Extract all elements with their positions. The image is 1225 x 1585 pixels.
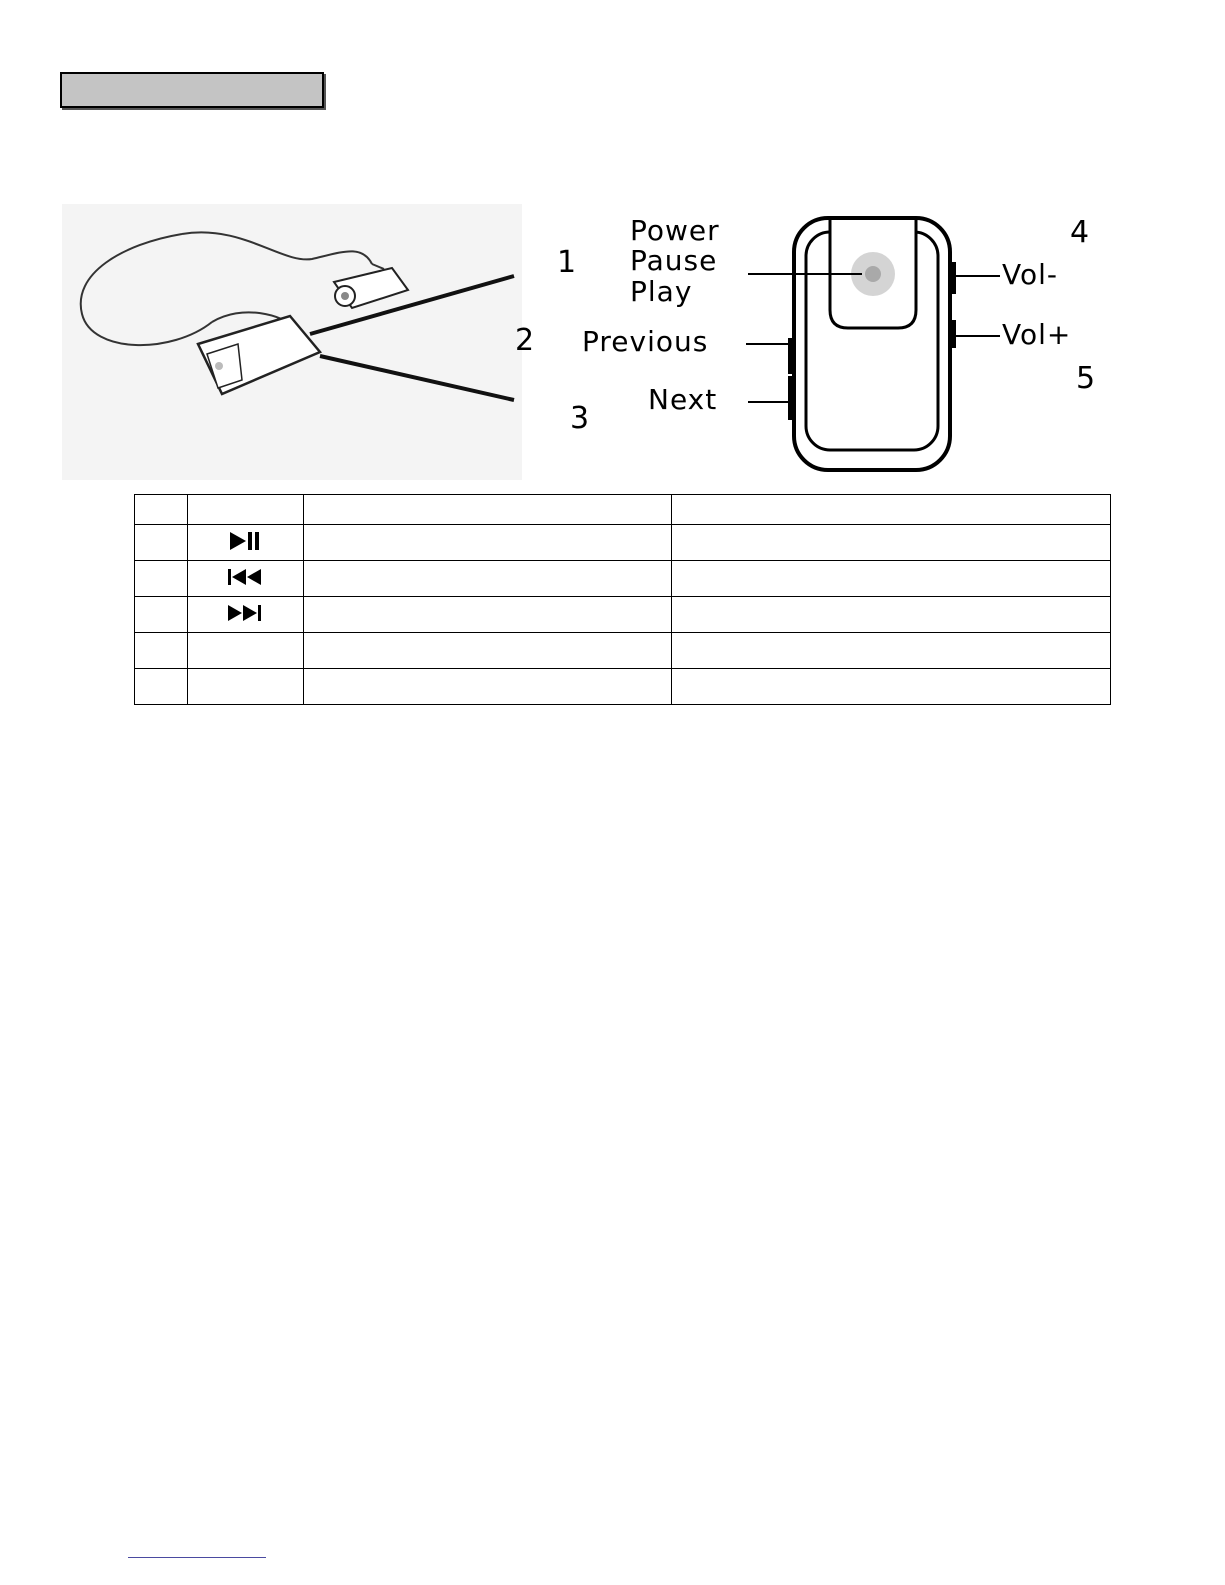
table-cell — [135, 633, 188, 669]
table-row — [135, 633, 1111, 669]
next-track-icon — [226, 604, 264, 622]
callout-number-3: 3 — [570, 401, 591, 436]
table-cell — [303, 633, 672, 669]
section-heading-box — [60, 72, 324, 108]
table-cell — [135, 597, 188, 633]
table-cell — [672, 561, 1111, 597]
label-previous: Previous — [582, 325, 709, 358]
table-cell — [672, 597, 1111, 633]
label-vol-minus: Vol- — [1002, 258, 1058, 291]
table-cell — [303, 495, 672, 525]
label-next: Next — [648, 383, 718, 416]
footer-link-underline[interactable] — [128, 1557, 266, 1558]
callout-number-2: 2 — [515, 323, 536, 358]
previous-track-icon — [227, 568, 263, 586]
vol-plus-side-button — [948, 320, 956, 348]
table-cell — [187, 495, 303, 525]
table-cell — [187, 633, 303, 669]
callout-number-1: 1 — [557, 245, 578, 280]
table-cell — [135, 561, 188, 597]
play-pause-icon — [228, 531, 262, 551]
table-cell — [187, 597, 303, 633]
table-row — [135, 561, 1111, 597]
table-cell — [672, 495, 1111, 525]
table-cell — [303, 525, 672, 561]
table-cell — [303, 597, 672, 633]
next-side-button — [788, 376, 796, 420]
label-play: Play — [630, 275, 693, 308]
table-cell — [187, 561, 303, 597]
callout-number-5: 5 — [1076, 361, 1097, 396]
table-cell — [187, 525, 303, 561]
label-vol-plus: Vol+ — [1002, 318, 1072, 351]
table-cell — [135, 669, 188, 705]
table-row — [135, 597, 1111, 633]
table-cell — [187, 669, 303, 705]
table-cell — [672, 633, 1111, 669]
device-diagram — [788, 218, 956, 470]
label-pause: Pause — [630, 244, 718, 277]
table-cell — [135, 495, 188, 525]
table-cell — [303, 669, 672, 705]
table-cell — [672, 525, 1111, 561]
device-figure — [62, 204, 1182, 484]
table-row — [135, 669, 1111, 705]
table-row — [135, 525, 1111, 561]
label-power: Power — [630, 214, 720, 247]
controls-table — [134, 494, 1111, 705]
table-cell — [303, 561, 672, 597]
table-cell — [135, 525, 188, 561]
table-cell — [672, 669, 1111, 705]
vol-minus-side-button — [948, 262, 956, 294]
callout-number-4: 4 — [1070, 215, 1091, 250]
table-row — [135, 495, 1111, 525]
